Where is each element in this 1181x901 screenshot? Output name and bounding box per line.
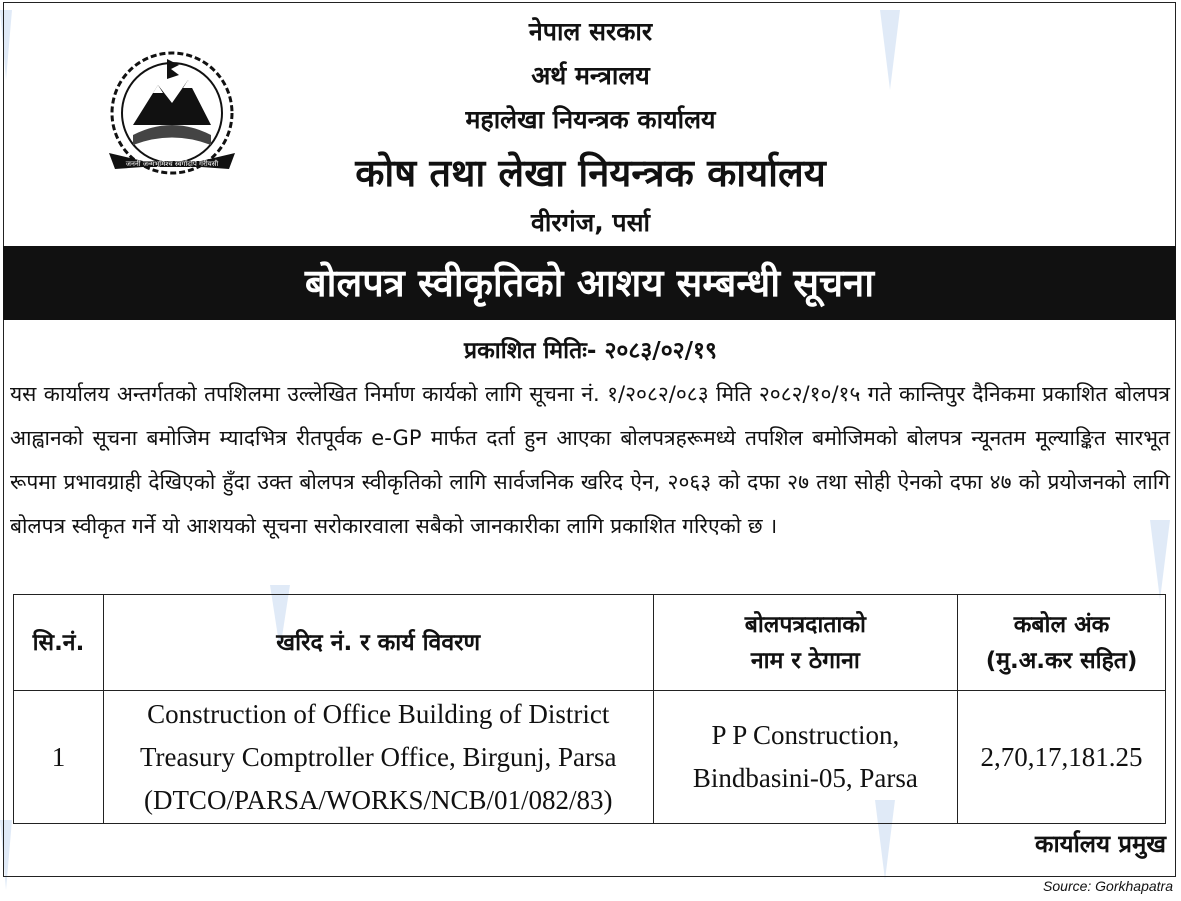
cell-description	[103, 691, 653, 824]
cell-bidder	[653, 691, 958, 824]
cell-sn: 1	[14, 691, 104, 824]
publication-date-label: प्रकाशित मितिः-	[464, 338, 597, 364]
svg-text:जननी जन्मभूमिश्च स्वर्गादपि गर: जननी जन्मभूमिश्च स्वर्गादपि गरीयसी	[125, 160, 219, 168]
header-bidder-line1: बोलपत्रदाताको	[744, 611, 867, 638]
source-credit: Source: Gorkhapatra	[1043, 878, 1173, 894]
desc-line3: (DTCO/PARSA/WORKS/NCB/01/082/83)	[143, 784, 613, 815]
header-amount	[958, 595, 1166, 691]
header-description: खरिद नं. र कार्य विवरण	[103, 595, 653, 691]
publication-date-value: २०८३/०२/१९	[604, 338, 717, 364]
notice-header	[0, 0, 1181, 246]
office-location: वीरगंज, पर्सा	[530, 208, 650, 237]
header-bidder-line2: नाम र ठेगाना	[750, 647, 860, 674]
office-name: कोष तथा लेखा नियन्त्रक कार्यालय	[355, 151, 826, 195]
notice-title-banner: बोलपत्र स्वीकृतिको आशय सम्बन्धी सूचना	[3, 246, 1176, 320]
bidder-line1: P P Construction,	[711, 720, 900, 750]
header-bidder	[653, 595, 958, 691]
bid-table	[13, 594, 1166, 824]
desc-line2: Treasury Comptroller Office, Birgunj, Parsa	[140, 741, 617, 772]
table-header-row	[14, 595, 1166, 691]
department-name: महालेखा नियन्त्रक कार्यालय	[465, 105, 716, 134]
notice-body-text: यस कार्यालय अन्तर्गतको तपशिलमा उल्लेखित निर्माण कार्यको लागि सूचना नं. १/२०८२/०८३ मिति २०८२/१०/१५ गते कान्तिपुर दैनिकमा प्रकाशित बोलपत्र आह्वानको सूचना बमोजिम म्यादभित्र रीतपूर्वक e-GP मार्फत दर्ता हुन आएका बोलपत्रहरूमध्ये तपशिल बमोजिमको बोलपत्र न्यूनतम मूल्याङ्कित सारभूत रूपमा प्रभावग्राही देखिएको हुँदा उक्त बोलपत्र स्वीकृतिको लागि सार्वजनिक खरिद ऐन, २०६३ को दफा २७ तथा सोही ऐनको दफा ४७ को प्रयोजनको लागि बोलपत्र स्वीकृत गर्ने यो आशयको सूचना सरोकारवाला सबैको जानकारीका लागि प्रकाशित गरिएको छ ।	[10, 382, 1170, 538]
cell-amount: 2,70,17,181.25	[958, 691, 1166, 824]
header-sn: सि.नं.	[14, 595, 104, 691]
header-amount-line1: कबोल अंक	[1013, 611, 1110, 638]
table-row	[14, 691, 1166, 824]
government-name: नेपाल सरकार	[528, 17, 653, 46]
publication-date	[0, 333, 1181, 365]
desc-line1: Construction of Office Building of District	[147, 698, 610, 729]
office-chief-signature: कार्यालय प्रमुख	[1035, 830, 1166, 858]
header-amount-line2: (मु.अ.कर सहित)	[985, 647, 1138, 674]
bidder-line2: Bindbasini-05, Parsa	[692, 763, 918, 793]
ministry-name: अर्थ मन्त्रालय	[531, 61, 650, 90]
